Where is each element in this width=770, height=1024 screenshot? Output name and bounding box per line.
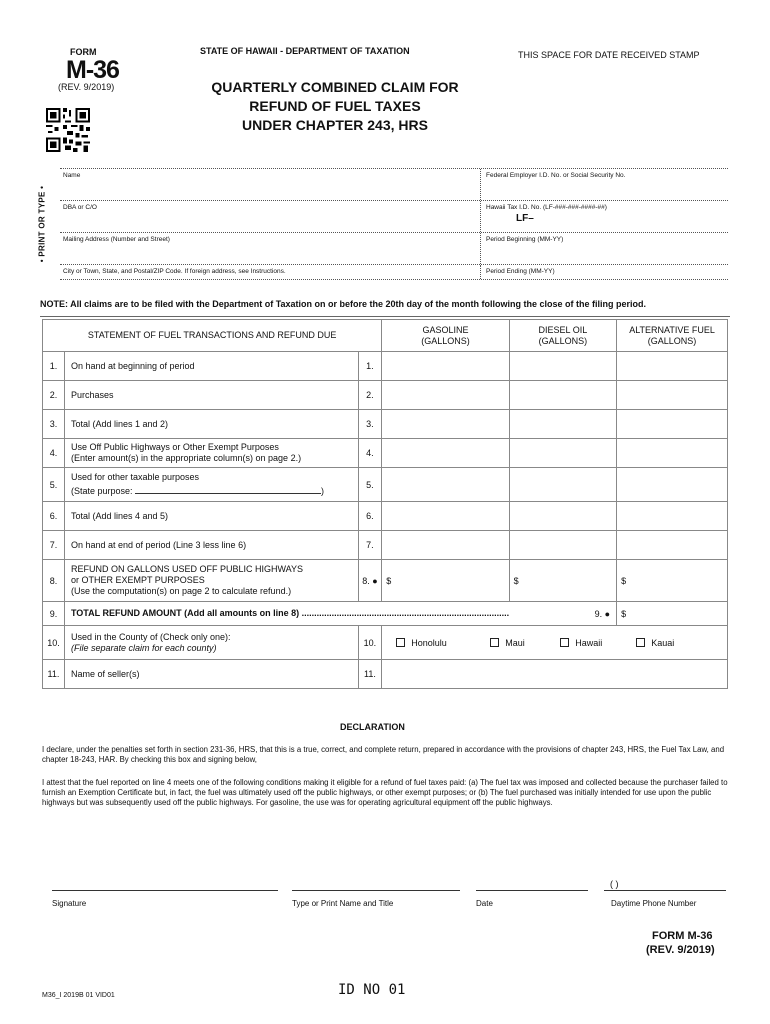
county-options [382, 626, 728, 660]
title-line: UNDER CHAPTER 243, HRS [242, 117, 428, 133]
version-id: M36_I 2019B 01 VID01 [42, 992, 115, 999]
line-5-diesel-input[interactable] [509, 468, 616, 502]
line-1-label: On hand at beginning of period [64, 352, 358, 381]
line-3-alt-input[interactable] [617, 410, 728, 439]
line-4-alt-input[interactable] [617, 439, 728, 468]
footer-form-number: FORM M-36 [652, 930, 713, 942]
city-state-zip-field[interactable]: City or Town, State, and Postal/ZIP Code. If foreign address, see Instructions. [63, 268, 286, 275]
line-5-alt-input[interactable] [617, 468, 728, 502]
name-title-input[interactable] [292, 890, 460, 891]
diesel-header: DIESEL OIL (GALLONS) [509, 320, 616, 352]
table-row: 4. Use Off Public Highways or Other Exempt Purposes (Enter amount(s) in the appropriate column(s) on page 2.) 4. [43, 439, 728, 468]
name-title-label: Type or Print Name and Title [292, 899, 394, 908]
table-row: 6. Total (Add lines 4 and 5) 6. [43, 502, 728, 531]
date-label: Date [476, 899, 493, 908]
line-6-label: Total (Add lines 4 and 5) [64, 502, 358, 531]
total-refund-input[interactable]: $ [617, 602, 728, 626]
line-5-gasoline-input[interactable] [382, 468, 509, 502]
line-3-label: Total (Add lines 1 and 2) [64, 410, 358, 439]
date-stamp-area: THIS SPACE FOR DATE RECEIVED STAMP [518, 50, 700, 60]
checkbox-icon[interactable] [396, 638, 405, 647]
dba-row [60, 200, 728, 232]
statement-header: STATEMENT OF FUEL TRANSACTIONS AND REFUND DUE [43, 320, 382, 352]
line-1-alt-input[interactable] [617, 352, 728, 381]
table-row: 1. On hand at beginning of period 1. [43, 352, 728, 381]
address-row [60, 232, 728, 264]
line-5-label: Used for other taxable purposes (State purpose: ) [64, 468, 358, 502]
checkbox-icon[interactable] [490, 638, 499, 647]
line-7-gasoline-input[interactable] [382, 531, 509, 560]
table-row: 9. TOTAL REFUND AMOUNT (Add all amounts on line 8) ................................................................................... 9. ● $ [43, 602, 728, 626]
line-1-diesel-input[interactable] [509, 352, 616, 381]
table-row: 3. Total (Add lines 1 and 2) 3. [43, 410, 728, 439]
line-2-diesel-input[interactable] [509, 381, 616, 410]
declaration-heading: DECLARATION [340, 722, 405, 732]
line-7-alt-input[interactable] [617, 531, 728, 560]
line-9-label: TOTAL REFUND AMOUNT (Add all amounts on line 8) ................................................................................... [64, 602, 509, 626]
line-8-gasoline-input[interactable]: $ [382, 560, 509, 602]
fuel-transactions-table [42, 319, 728, 689]
phone-label: Daytime Phone Number [611, 899, 697, 908]
date-input[interactable] [476, 890, 588, 891]
line-4-label: Use Off Public Highways or Other Exempt Purposes (Enter amount(s) in the appropriate column(s) on page 2.) [64, 439, 358, 468]
dba-field[interactable]: DBA or C/O [63, 204, 97, 211]
state-purpose-input[interactable] [135, 486, 321, 494]
county-kauai-option[interactable]: Kauai [636, 638, 706, 648]
line-3-gasoline-input[interactable] [382, 410, 509, 439]
table-row: 5. Used for other taxable purposes (State purpose: ) 5. [43, 468, 728, 502]
footer-revision: (REV. 9/2019) [646, 944, 715, 956]
line-2-gasoline-input[interactable] [382, 381, 509, 410]
table-row: 7. On hand at end of period (Line 3 less line 6) 7. [43, 531, 728, 560]
gasoline-header: GASOLINE (GALLONS) [382, 320, 509, 352]
divider [40, 316, 730, 317]
county-honolulu-option[interactable]: Honolulu [396, 638, 490, 648]
name-row [60, 168, 728, 200]
declaration-paragraph-1: I declare, under the penalties set forth in section 231-36, HRS, that this is a true, correct, and complete return, prepared in accordance with the provisions of chapter 243, HRS, the Fuel Tax Law, and chapter 18-243, HAR. By checking this box and signing below, [42, 745, 725, 764]
checkbox-icon[interactable] [636, 638, 645, 647]
seller-names-input[interactable] [382, 660, 728, 689]
table-header-row [43, 320, 728, 352]
line-11-label: Name of seller(s) [64, 660, 358, 689]
line-6-alt-input[interactable] [617, 502, 728, 531]
signature-input[interactable] [52, 890, 278, 891]
line-8-label: REFUND ON GALLONS USED OFF PUBLIC HIGHWAYS or OTHER EXEMPT PURPOSES (Use the computation(s) on page 2 to calculate refund.) [64, 560, 358, 602]
title-line: QUARTERLY COMBINED CLAIM FOR [211, 79, 459, 95]
title-line: REFUND OF FUEL TAXES [249, 98, 421, 114]
print-or-type-label: • PRINT OR TYPE • [37, 185, 47, 263]
line-1-gasoline-input[interactable] [382, 352, 509, 381]
form-number: M-36 [66, 56, 119, 84]
county-hawaii-option[interactable]: Hawaii [560, 638, 636, 648]
qr-code-icon [46, 108, 90, 152]
declaration-paragraph-2: I attest that the fuel reported on line 4 meets one of the following conditions making it eligible for a refund of fuel taxes paid: (a) The fuel tax was imposed and collected because the purchaser failed to furnish an Exemption Certificate but, in fact, the fuel was ultimately used off the public highways, or other exempt purposes; or (b) The fuel purchased was initially intended for use upon the public highways but was subsequently used off the public highways. For gasoline, the use was for operating agricultural equipment off the public highways. [42, 778, 728, 807]
fein-field[interactable]: Federal Employer I.D. No. or Social Security No. [486, 172, 626, 179]
hawaii-tax-id-field[interactable]: Hawaii Tax I.D. No. (LF-###-###-####-##) [486, 204, 607, 211]
line-10-label: Used in the County of (Check only one): (File separate claim for each county) [64, 626, 358, 660]
agency-name: STATE OF HAWAII - DEPARTMENT OF TAXATION [200, 46, 410, 56]
signature-label: Signature [52, 899, 87, 908]
form-title [150, 78, 520, 135]
checkbox-icon[interactable] [560, 638, 569, 647]
line-6-gasoline-input[interactable] [382, 502, 509, 531]
line-7-label: On hand at end of period (Line 3 less line 6) [64, 531, 358, 560]
table-row: 10. Used in the County of (Check only one): (File separate claim for each county) 10. Honolulu Maui Hawaii Kauai [43, 626, 728, 660]
table-row: 8. REFUND ON GALLONS USED OFF PUBLIC HIGHWAYS or OTHER EXEMPT PURPOSES (Use the computation(s) on page 2 to calculate refund.) 8. ● $ $ $ [43, 560, 728, 602]
county-maui-option[interactable]: Maui [490, 638, 560, 648]
form-revision: (REV. 9/2019) [58, 82, 115, 92]
line-4-diesel-input[interactable] [509, 439, 616, 468]
name-field[interactable]: Name [63, 172, 81, 179]
line-4-gasoline-input[interactable] [382, 439, 509, 468]
line-8-diesel-input[interactable]: $ [509, 560, 616, 602]
phone-input[interactable] [604, 890, 726, 891]
line-7-diesel-input[interactable] [509, 531, 616, 560]
hawaii-tax-id-prefix: LF– [516, 213, 534, 224]
alternative-fuel-header: ALTERNATIVE FUEL (GALLONS) [617, 320, 728, 352]
line-2-alt-input[interactable] [617, 381, 728, 410]
line-3-diesel-input[interactable] [509, 410, 616, 439]
line-6-diesel-input[interactable] [509, 502, 616, 531]
identification-section [60, 168, 728, 280]
table-row: 11. Name of seller(s) 11. [43, 660, 728, 689]
period-ending-field[interactable]: Period Ending (MM-YY) [486, 268, 555, 275]
city-row [60, 264, 728, 280]
line-8-alt-input[interactable]: $ [617, 560, 728, 602]
filing-note: NOTE: All claims are to be filed with the Department of Taxation on or before the 20th day of the month following the close of the filing period. [40, 299, 647, 309]
id-number: ID NO 01 [338, 982, 406, 998]
form-label: FORM [70, 47, 97, 57]
line-2-label: Purchases [64, 381, 358, 410]
phone-area-code: ( ) [610, 879, 619, 889]
table-row: 2. Purchases 2. [43, 381, 728, 410]
period-beginning-field[interactable]: Period Beginning (MM-YY) [486, 236, 564, 243]
mailing-address-field[interactable]: Mailing Address (Number and Street) [63, 236, 170, 243]
